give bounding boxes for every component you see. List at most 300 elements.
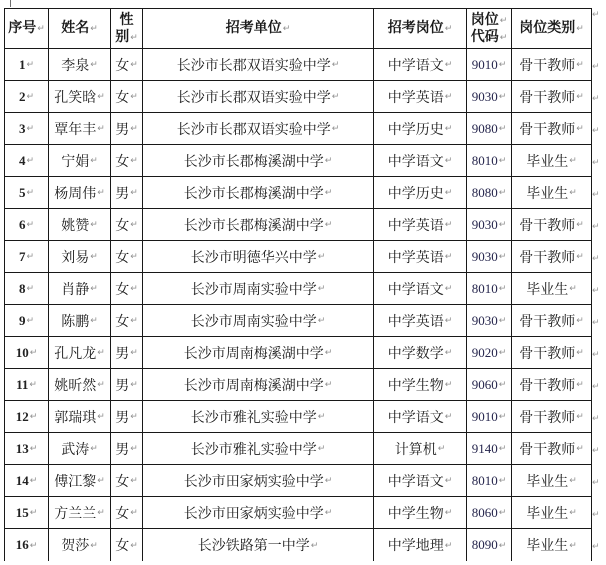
- cell-unit[interactable]: [143, 113, 374, 145]
- cell-post[interactable]: [374, 465, 467, 497]
- cell-post[interactable]: [374, 529, 467, 561]
- cell-no[interactable]: [5, 113, 49, 145]
- cell-text: 14: [15, 472, 29, 488]
- cell-text: 女: [115, 217, 130, 234]
- cell-text: 刘易: [61, 249, 90, 266]
- cell-post[interactable]: [374, 369, 467, 401]
- paragraph-mark-icon: ↵: [130, 444, 138, 454]
- cell-text: 长沙市长郡双语实验中学: [176, 89, 331, 106]
- cell-text: 毕业生: [526, 505, 569, 522]
- cell-category[interactable]: [512, 49, 591, 81]
- paragraph-mark-icon: ↵: [498, 316, 507, 326]
- paragraph-mark-icon: ↵: [569, 540, 577, 551]
- cell-name[interactable]: [49, 81, 111, 113]
- cell-name[interactable]: [49, 305, 111, 337]
- header-label: 招考岗位: [387, 20, 444, 36]
- cell-gender[interactable]: [111, 81, 143, 113]
- paragraph-mark-icon: ↵: [498, 124, 507, 134]
- cell-text: 方兰兰: [54, 505, 97, 522]
- cell-gender[interactable]: [111, 497, 143, 529]
- cell-post[interactable]: [374, 209, 467, 241]
- header-label: 序号: [8, 20, 37, 36]
- paragraph-mark-icon: ↵: [97, 412, 105, 422]
- cell-text: 长沙市长郡梅溪湖中学: [183, 217, 324, 234]
- paragraph-mark-icon: ↵: [26, 124, 35, 134]
- cell-post[interactable]: [374, 113, 467, 145]
- cell-unit[interactable]: [143, 465, 374, 497]
- row-end-slot: [592, 403, 600, 435]
- row-end-mark-icon: ↵: [592, 541, 600, 552]
- cell-no[interactable]: [5, 177, 49, 209]
- paragraph-mark-icon: ↵: [576, 316, 584, 326]
- cell-name[interactable]: [49, 369, 111, 401]
- cell-text: 7: [18, 248, 26, 264]
- cell-unit[interactable]: [143, 305, 374, 337]
- cell-gender[interactable]: [111, 305, 143, 337]
- paragraph-mark-icon: ↵: [130, 92, 138, 102]
- cell-text: 3: [18, 120, 26, 136]
- table-row: [5, 177, 591, 209]
- paragraph-mark-icon: ↵: [576, 444, 584, 454]
- row-end-mark-icon: ↵: [592, 445, 600, 456]
- cell-no[interactable]: [5, 433, 49, 465]
- row-end-mark-icon: ↵: [592, 253, 600, 264]
- row-end-slot: [592, 83, 600, 115]
- cell-unit[interactable]: [143, 209, 374, 241]
- cell-gender[interactable]: [111, 369, 143, 401]
- paragraph-mark-icon: ↵: [97, 92, 105, 102]
- cell-unit[interactable]: [143, 273, 374, 305]
- cell-text: 长沙市长郡梅溪湖中学: [183, 185, 324, 202]
- cell-code[interactable]: [467, 369, 512, 401]
- cell-text: 长沙市长郡梅溪湖中学: [183, 153, 324, 170]
- row-end-mark-icon: ↵: [592, 509, 600, 520]
- cell-text: 女: [115, 313, 130, 330]
- paragraph-mark-icon: ↵: [29, 540, 38, 551]
- cell-text: 中学语文: [387, 473, 444, 490]
- cell-name[interactable]: [49, 113, 111, 145]
- header-label: 岗位类别: [519, 20, 576, 36]
- paragraph-mark-icon: ↵: [498, 156, 507, 166]
- cell-gender[interactable]: [111, 113, 143, 145]
- row-end-mark-icon: ↵: [592, 61, 600, 72]
- cell-text: 男: [115, 345, 130, 362]
- cell-unit[interactable]: [143, 369, 374, 401]
- cell-code[interactable]: [467, 465, 512, 497]
- paragraph-mark-icon: ↵: [437, 444, 446, 454]
- cell-code[interactable]: [467, 113, 512, 145]
- cell-code[interactable]: [467, 273, 512, 305]
- cell-text: 8080: [471, 184, 498, 200]
- paragraph-mark-icon: ↵: [90, 540, 98, 551]
- cell-post[interactable]: [374, 433, 467, 465]
- table-row: [5, 145, 591, 177]
- paragraph-mark-icon: ↵: [90, 24, 98, 34]
- paragraph-mark-icon: ↵: [498, 348, 507, 358]
- row-end-slot: [592, 371, 600, 403]
- cell-text: 骨干教师: [519, 377, 576, 394]
- cell-code[interactable]: [467, 433, 512, 465]
- cell-unit[interactable]: [143, 177, 374, 209]
- cell-code[interactable]: [467, 529, 512, 561]
- cell-text: 11: [16, 376, 29, 392]
- cell-text: 8: [18, 280, 26, 296]
- paragraph-mark-icon: ↵: [576, 92, 584, 102]
- cell-post[interactable]: [374, 145, 467, 177]
- cell-code[interactable]: [467, 305, 512, 337]
- row-end-mark-icon: ↵: [592, 93, 600, 104]
- cell-post[interactable]: [374, 49, 467, 81]
- cell-unit[interactable]: [143, 81, 374, 113]
- paragraph-mark-icon: ↵: [130, 220, 138, 230]
- cell-text: 长沙市长郡双语实验中学: [176, 57, 331, 74]
- cell-post[interactable]: [374, 305, 467, 337]
- cell-text: 长沙市田家炳实验中学: [183, 505, 324, 522]
- cell-text: 骨干教师: [519, 57, 576, 74]
- cell-text: 陈鹏: [61, 313, 90, 330]
- paragraph-mark-icon: ↵: [26, 316, 35, 326]
- paragraph-mark-icon: ↵: [576, 412, 584, 422]
- paragraph-mark-icon: ↵: [576, 348, 584, 358]
- cell-text: 中学生物: [387, 377, 444, 394]
- cell-no[interactable]: [5, 465, 49, 497]
- cell-code[interactable]: [467, 209, 512, 241]
- paragraph-mark-icon: ↵: [444, 476, 453, 486]
- cell-text: 长沙市雅礼实验中学: [190, 441, 317, 458]
- cell-name[interactable]: [49, 145, 111, 177]
- cell-text: 姚赞: [61, 217, 90, 234]
- cell-code[interactable]: [467, 401, 512, 433]
- paragraph-mark-icon: ↵: [576, 24, 584, 34]
- cell-unit[interactable]: [143, 401, 374, 433]
- cell-text: 8090: [471, 537, 498, 552]
- paragraph-mark-icon: ↵: [444, 412, 453, 422]
- cell-text: 4: [18, 152, 26, 168]
- paragraph-mark-icon: ↵: [90, 444, 98, 454]
- cell-no[interactable]: [5, 401, 49, 433]
- cell-category[interactable]: [512, 401, 591, 433]
- table-row: [5, 401, 591, 433]
- cell-no[interactable]: [5, 273, 49, 305]
- paragraph-mark-icon: ↵: [90, 156, 98, 166]
- cell-text: 长沙市明德华兴中学: [190, 249, 317, 266]
- cell-post[interactable]: [374, 241, 467, 273]
- cell-name[interactable]: [49, 433, 111, 465]
- paragraph-mark-icon: ↵: [130, 60, 138, 70]
- paragraph-mark-icon: ↵: [444, 252, 453, 262]
- cell-text: 女: [115, 505, 130, 522]
- paragraph-mark-icon: ↵: [130, 124, 138, 134]
- cell-text: 骨干教师: [519, 249, 576, 266]
- paragraph-mark-icon: ↵: [569, 476, 577, 486]
- cell-text: 傅江黎: [54, 473, 97, 490]
- cell-text: 男: [115, 441, 130, 458]
- cell-name[interactable]: [49, 273, 111, 305]
- cell-text: 孔凡龙: [54, 345, 97, 362]
- cell-text: 宁娟: [61, 153, 90, 170]
- cell-text: 2: [18, 88, 26, 104]
- cell-name[interactable]: [49, 337, 111, 369]
- cell-post[interactable]: [374, 497, 467, 529]
- paragraph-mark-icon: ↵: [130, 380, 138, 390]
- row-end-mark-icon: ↵: [592, 221, 600, 232]
- cell-text: 肖静: [61, 281, 90, 298]
- cell-no[interactable]: [5, 305, 49, 337]
- cell-text: 姚昕然: [54, 377, 97, 394]
- cell-text: 13: [15, 440, 29, 456]
- header-cell-code[interactable]: [467, 9, 512, 49]
- cell-code[interactable]: [467, 49, 512, 81]
- cell-no[interactable]: [5, 337, 49, 369]
- cell-text: 9030: [471, 216, 498, 232]
- paragraph-mark-icon: ↵: [498, 284, 507, 294]
- paragraph-mark-icon: ↵: [26, 188, 35, 198]
- cell-no[interactable]: [5, 241, 49, 273]
- cell-gender[interactable]: [111, 273, 143, 305]
- cell-text: 9: [18, 312, 26, 328]
- cell-text: 8060: [471, 504, 498, 520]
- row-end-mark-icon: ↵: [592, 349, 600, 360]
- row-end-slot: [592, 243, 600, 275]
- table-row: [5, 465, 591, 497]
- cell-code[interactable]: [467, 177, 512, 209]
- paragraph-mark-icon: ↵: [29, 508, 38, 518]
- cell-gender[interactable]: [111, 145, 143, 177]
- cell-text: 女: [115, 153, 130, 170]
- paragraph-mark-icon: ↵: [331, 60, 340, 70]
- cell-unit[interactable]: [143, 433, 374, 465]
- paragraph-mark-icon: ↵: [324, 508, 333, 518]
- cell-post[interactable]: [374, 337, 467, 369]
- cell-gender[interactable]: [111, 177, 143, 209]
- cell-text: 毕业生: [526, 185, 569, 202]
- cell-text: 9030: [471, 248, 498, 264]
- cell-category[interactable]: [512, 337, 591, 369]
- paragraph-mark-icon: ↵: [569, 508, 577, 518]
- cell-no[interactable]: [5, 209, 49, 241]
- cell-category[interactable]: [512, 177, 591, 209]
- cell-text: 中学英语: [387, 89, 444, 106]
- paragraph-mark-icon: ↵: [90, 316, 98, 326]
- cell-code[interactable]: [467, 241, 512, 273]
- header-cell-post[interactable]: [374, 9, 467, 49]
- paragraph-mark-icon: ↵: [97, 476, 105, 486]
- cell-category[interactable]: [512, 369, 591, 401]
- cell-no[interactable]: [5, 369, 49, 401]
- cell-gender[interactable]: [111, 433, 143, 465]
- recruitment-table: [4, 8, 592, 561]
- paragraph-mark-icon: ↵: [444, 24, 453, 34]
- header-cell-no[interactable]: [5, 9, 49, 49]
- cell-text: 骨干教师: [519, 217, 576, 234]
- cell-name[interactable]: [49, 465, 111, 497]
- paragraph-mark-icon: ↵: [324, 220, 333, 230]
- cell-text: 长沙市长郡双语实验中学: [176, 121, 331, 138]
- cell-text: 中学语文: [387, 409, 444, 426]
- cell-text: 15: [15, 504, 29, 520]
- row-end-mark-icon: ↵: [592, 10, 600, 20]
- cell-category[interactable]: [512, 241, 591, 273]
- cell-name[interactable]: [49, 497, 111, 529]
- cell-text: 中学地理: [387, 538, 444, 554]
- row-end-slot: [592, 339, 600, 371]
- row-end-slot: [592, 275, 600, 307]
- table-header-row: [5, 9, 591, 49]
- header-cell-unit[interactable]: [143, 9, 374, 49]
- paragraph-mark-icon: ↵: [444, 540, 453, 551]
- cell-category[interactable]: [512, 113, 591, 145]
- paragraph-mark-icon: ↵: [498, 188, 507, 198]
- header-cell-gender[interactable]: [111, 9, 143, 49]
- cell-post[interactable]: [374, 401, 467, 433]
- cell-category[interactable]: [512, 529, 591, 561]
- cell-text: 9030: [471, 312, 498, 328]
- cell-category[interactable]: [512, 433, 591, 465]
- cell-gender[interactable]: [111, 465, 143, 497]
- table-row: [5, 273, 591, 305]
- paragraph-mark-icon: ↵: [26, 220, 35, 230]
- paragraph-mark-icon: ↵: [576, 380, 584, 390]
- paragraph-mark-icon: ↵: [90, 220, 98, 230]
- cell-no[interactable]: [5, 81, 49, 113]
- paragraph-mark-icon: ↵: [26, 60, 35, 70]
- cell-category[interactable]: [512, 145, 591, 177]
- cell-category[interactable]: [512, 81, 591, 113]
- cell-text: 长沙市田家炳实验中学: [183, 473, 324, 490]
- paragraph-mark-icon: ↵: [90, 284, 98, 294]
- cell-name[interactable]: [49, 209, 111, 241]
- cell-text: 骨干教师: [519, 441, 576, 458]
- paragraph-mark-icon: ↵: [90, 60, 98, 70]
- cell-category[interactable]: [512, 465, 591, 497]
- paragraph-mark-icon: ↵: [26, 252, 35, 262]
- header-label: 姓名: [61, 20, 90, 36]
- cell-text: 8010: [471, 152, 498, 168]
- table-row: [5, 49, 591, 81]
- cell-text: 骨干教师: [519, 313, 576, 330]
- cell-gender[interactable]: [111, 401, 143, 433]
- paragraph-mark-icon: ↵: [444, 316, 453, 326]
- cell-text: 贺莎: [61, 538, 90, 554]
- table-row: [5, 113, 591, 145]
- cell-post[interactable]: [374, 273, 467, 305]
- cell-name[interactable]: [49, 401, 111, 433]
- cell-text: 中学历史: [387, 121, 444, 138]
- cell-text: 郭瑞琪: [54, 409, 97, 426]
- paragraph-mark-icon: ↵: [97, 348, 105, 358]
- paragraph-mark-icon: ↵: [317, 284, 326, 294]
- header-label: 招考单位: [225, 20, 282, 36]
- paragraph-mark-icon: ↵: [444, 156, 453, 166]
- paragraph-mark-icon: ↵: [324, 348, 333, 358]
- paragraph-mark-icon: ↵: [576, 124, 584, 134]
- cell-unit[interactable]: [143, 145, 374, 177]
- row-end-slot: [592, 8, 600, 51]
- cell-code[interactable]: [467, 497, 512, 529]
- cell-name[interactable]: [49, 529, 111, 561]
- cell-gender[interactable]: [111, 529, 143, 561]
- paragraph-mark-icon: ↵: [310, 540, 319, 551]
- cell-category[interactable]: [512, 305, 591, 337]
- table-row: [5, 497, 591, 529]
- paragraph-mark-icon: ↵: [576, 220, 584, 230]
- cell-text: 10: [15, 344, 29, 360]
- paragraph-mark-icon: ↵: [130, 156, 138, 166]
- cell-category[interactable]: [512, 497, 591, 529]
- cell-post[interactable]: [374, 177, 467, 209]
- cell-unit[interactable]: [143, 49, 374, 81]
- paragraph-mark-icon: ↵: [130, 412, 138, 422]
- cell-gender[interactable]: [111, 241, 143, 273]
- row-end-mark-icon: ↵: [592, 477, 600, 488]
- cell-no[interactable]: [5, 49, 49, 81]
- cell-name[interactable]: [49, 49, 111, 81]
- row-end-mark-icon: ↵: [592, 317, 600, 328]
- cell-code[interactable]: [467, 337, 512, 369]
- paragraph-mark-icon: ↵: [130, 540, 138, 551]
- paragraph-mark-icon: ↵: [498, 444, 507, 454]
- cell-text: 女: [115, 538, 130, 554]
- paragraph-mark-icon: ↵: [499, 32, 508, 43]
- paragraph-mark-icon: ↵: [444, 124, 453, 134]
- cell-text: 计算机: [394, 441, 437, 458]
- cell-name[interactable]: [49, 241, 111, 273]
- cell-no[interactable]: [5, 529, 49, 561]
- paragraph-mark-icon: ↵: [90, 252, 98, 262]
- header-cell-category[interactable]: [512, 9, 591, 49]
- cell-text: 8010: [471, 280, 498, 296]
- paragraph-mark-icon: ↵: [130, 284, 138, 294]
- cell-text: 8010: [471, 472, 498, 488]
- paragraph-mark-icon: ↵: [97, 124, 105, 134]
- cell-gender[interactable]: [111, 49, 143, 81]
- cell-text: 中学数学: [387, 345, 444, 362]
- cell-unit[interactable]: [143, 337, 374, 369]
- cell-no[interactable]: [5, 145, 49, 177]
- cursor-mark: [10, 0, 11, 7]
- paragraph-mark-icon: ↵: [569, 284, 577, 294]
- paragraph-mark-icon: ↵: [29, 380, 37, 390]
- cell-category[interactable]: [512, 273, 591, 305]
- row-end-mark-icon: ↵: [592, 381, 600, 392]
- paragraph-mark-icon: ↵: [130, 476, 138, 486]
- cell-text: 12: [15, 408, 29, 424]
- cell-no[interactable]: [5, 497, 49, 529]
- cell-code[interactable]: [467, 81, 512, 113]
- cell-text: 毕业生: [526, 153, 569, 170]
- cell-text: 女: [115, 57, 130, 74]
- header-cell-name[interactable]: [49, 9, 111, 49]
- cell-unit[interactable]: [143, 241, 374, 273]
- cell-name[interactable]: [49, 177, 111, 209]
- row-end-slot: [592, 115, 600, 147]
- cell-gender[interactable]: [111, 337, 143, 369]
- table-row: [5, 369, 591, 401]
- row-end-slot: [592, 51, 600, 83]
- cell-text: 9080: [471, 120, 498, 136]
- cell-text: 9140: [471, 440, 498, 456]
- cell-post[interactable]: [374, 81, 467, 113]
- cell-unit[interactable]: [143, 497, 374, 529]
- cell-code[interactable]: [467, 145, 512, 177]
- paragraph-mark-icon: ↵: [97, 508, 105, 518]
- paragraph-mark-icon: ↵: [29, 348, 38, 358]
- cell-unit[interactable]: [143, 529, 374, 561]
- cell-gender[interactable]: [111, 209, 143, 241]
- paragraph-mark-icon: ↵: [130, 316, 138, 326]
- paragraph-mark-icon: ↵: [317, 412, 326, 422]
- cell-category[interactable]: [512, 209, 591, 241]
